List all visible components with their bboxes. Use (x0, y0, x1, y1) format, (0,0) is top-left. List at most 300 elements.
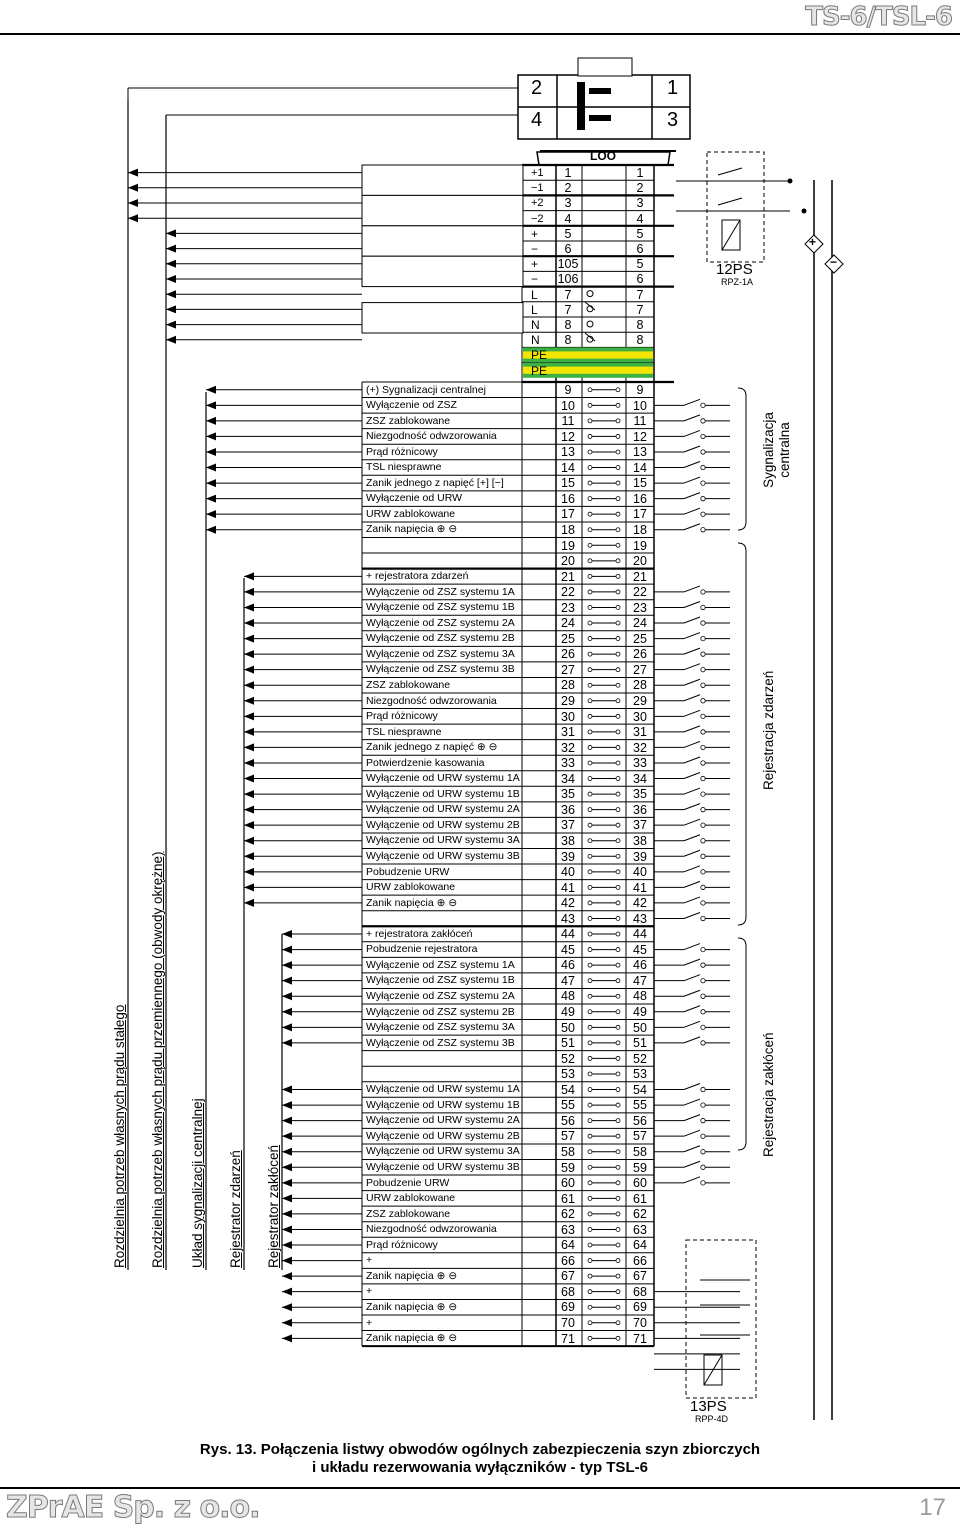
feed-arrow (244, 883, 254, 891)
terminal-number-right: 26 (633, 647, 647, 662)
relay-contact (718, 198, 742, 205)
feed-arrow (206, 510, 216, 518)
right-label-events: Rejestracja zdarzeń (761, 670, 776, 790)
contact-terminal (701, 807, 705, 811)
terminal-link-pin (588, 1088, 592, 1092)
contact-terminal (701, 714, 705, 718)
terminal-link-pin (588, 1196, 592, 1200)
terminal-link-pin (616, 668, 620, 672)
terminal-link-pin (616, 497, 620, 501)
terminal-number-right: 7 (636, 302, 644, 317)
terminal-link-pin (588, 1259, 592, 1263)
terminal-link-pin (616, 403, 620, 407)
terminal-number-right: 66 (633, 1253, 647, 1268)
contact-terminal (701, 870, 705, 874)
terminal-number-right: 5 (636, 257, 644, 272)
terminal-number-left: 23 (561, 600, 575, 615)
terminal-link-pin (616, 761, 620, 765)
terminal-link-pin (588, 1336, 592, 1340)
terminal-number-left: 69 (561, 1300, 575, 1315)
group-brace (738, 388, 746, 530)
terminal-link-pin (616, 637, 620, 641)
contact-blade (684, 477, 700, 483)
terminal-link-pin (616, 683, 620, 687)
terminal-link-pin (616, 730, 620, 734)
terminal-number-right: 21 (633, 569, 647, 584)
terminal-description: Pobudzenie URW (366, 1176, 450, 1189)
feed-arrow (244, 743, 254, 751)
feed-arrow (244, 603, 254, 611)
power-description-box (362, 226, 523, 256)
contact-blade (684, 1115, 700, 1121)
contact-terminal (701, 403, 705, 407)
terminal-number-left: 38 (561, 833, 575, 848)
terminal-description: Pobudzenie URW (366, 865, 450, 878)
group-brace (738, 543, 746, 925)
terminal-link-pin (588, 854, 592, 858)
terminal-description: Prąd różnicowy (366, 710, 438, 723)
terminal-link-pin (616, 1072, 620, 1076)
terminal-number-left: 15 (561, 476, 575, 491)
feed-arrow (244, 666, 254, 674)
feed-arrow (206, 479, 216, 487)
terminal-link-pin (616, 1025, 620, 1029)
contact-terminal (701, 699, 705, 703)
terminal-link-pin (616, 1103, 620, 1107)
feed-arrow (166, 275, 176, 283)
terminal-number-right: 14 (633, 460, 647, 475)
terminal-link-pin (616, 605, 620, 609)
terminal-number-left: 1 (564, 166, 572, 180)
terminal-link-pin (616, 434, 620, 438)
terminal-number-left: 33 (561, 756, 575, 771)
terminal-number-right: 29 (633, 694, 647, 708)
terminal-number-right: 34 (633, 771, 647, 786)
contact-blade (684, 648, 700, 654)
terminal-description: URW zablokowane (366, 1192, 456, 1205)
caption-line-2: i układu rezerwowania wyłączników - typ TSL-6 (312, 1459, 648, 1476)
terminal-number-left: 70 (561, 1316, 575, 1330)
terminal-number-left: 34 (561, 771, 575, 786)
left-bus-label: Rozdzielnia potrzeb własnych prądu przemiennego (obwody okrężne) (150, 851, 165, 1268)
terminal-description: Niezgodność odwzorowania (366, 1223, 497, 1236)
terminal-number-left: 52 (561, 1051, 575, 1066)
header-title: TS-6/TSL-6 (805, 2, 952, 32)
terminal-number-right: 24 (633, 616, 647, 631)
terminal-link-pin (616, 621, 620, 625)
terminal-link-pin (588, 1305, 592, 1309)
terminal-signal: − (531, 242, 539, 256)
terminal-description: Zanik jednego z napięć ⊕ ⊖ (366, 741, 498, 754)
terminal-link-pin (588, 901, 592, 905)
terminal-number-right: 15 (633, 476, 647, 491)
terminal-number-left: 61 (561, 1191, 575, 1206)
contact-blade (684, 944, 700, 950)
terminal-number-left: 106 (557, 272, 579, 287)
terminal-number-right: 37 (633, 818, 647, 833)
feed-arrow (282, 1272, 292, 1280)
feed-arrow (282, 1241, 292, 1249)
contact-terminal (701, 465, 705, 469)
terminal-description: Wyłączenie od ZSZ systemu 3A (366, 1021, 515, 1034)
feed-arrow (282, 1039, 292, 1047)
contact-terminal (701, 947, 705, 951)
contact-blade (684, 462, 700, 468)
contact-blade (684, 430, 700, 436)
terminal-number-right: 45 (633, 942, 647, 957)
feed-arrow (244, 759, 254, 767)
feed-arrow (244, 821, 254, 829)
contact-blade (684, 508, 700, 514)
terminal-number-right: 67 (633, 1269, 647, 1284)
contact-terminal (701, 1181, 705, 1185)
terminal-link-pin (588, 777, 592, 781)
terminal-link-pin (616, 419, 620, 423)
terminal-link-pin (588, 1181, 592, 1185)
terminal-number-right: 33 (633, 756, 647, 771)
terminal-number-left: 7 (564, 302, 572, 317)
terminal-number-left: 26 (561, 647, 575, 662)
terminal-link-pin (616, 979, 620, 983)
terminal-link-pin (616, 792, 620, 796)
contact-blade (684, 633, 700, 639)
terminal-number-right: 43 (633, 911, 647, 926)
contact-terminal (701, 823, 705, 827)
terminal-description: Wyłączenie od ZSZ systemu 1A (366, 958, 515, 971)
terminal-link-pin (616, 1134, 620, 1138)
terminal-link-pin (616, 854, 620, 858)
contact-terminal (701, 776, 705, 780)
feed-arrow (282, 1334, 292, 1342)
terminal-link-pin (588, 450, 592, 454)
feed-arrow (244, 899, 254, 907)
terminal-number-left: 9 (564, 383, 572, 397)
terminal-link-pin (616, 1010, 620, 1014)
terminal-number-right: 20 (633, 554, 647, 569)
left-bus-label: Rejestrator zakłóceń (266, 1144, 281, 1268)
contact-blade (684, 524, 700, 530)
terminal-link-pin (588, 652, 592, 656)
terminal-link-pin (616, 1196, 620, 1200)
terminal-number-right: 1 (636, 166, 644, 180)
terminal-description: Zanik napięcia ⊕ ⊖ (366, 896, 458, 909)
contact-blade (684, 664, 700, 670)
terminal-number-right: 47 (633, 973, 647, 988)
feed-arrow (206, 448, 216, 456)
terminal-link-pin (616, 1336, 620, 1340)
contact-terminal (701, 605, 705, 609)
feed-arrow (244, 588, 254, 596)
terminal-number-right: 58 (633, 1144, 647, 1159)
terminal-link-pin (616, 808, 620, 812)
junction-dot (802, 209, 807, 214)
contact-terminal (701, 994, 705, 998)
feed-arrow (206, 495, 216, 503)
feed-arrow (206, 464, 216, 472)
feed-arrow (206, 386, 216, 394)
terminal-number-left: 43 (561, 911, 575, 926)
terminal-link-pin (616, 481, 620, 485)
terminal-link-pin (588, 466, 592, 470)
terminal-link-pin (588, 637, 592, 641)
terminal-number-left: 25 (561, 631, 575, 646)
contact-blade (684, 679, 700, 685)
terminal-number-left: 41 (561, 880, 575, 895)
terminal-number-right: 25 (633, 631, 647, 646)
connector-cell-number: 2 (531, 77, 543, 99)
terminal-number-right: 56 (633, 1113, 647, 1128)
contact-terminal (701, 481, 705, 485)
terminal-number-right: 59 (633, 1160, 647, 1175)
terminal-number-right: 44 (633, 927, 647, 942)
feed-arrow (166, 229, 176, 237)
contact-terminal (701, 590, 705, 594)
terminal-number-right: 32 (633, 740, 647, 755)
contact-terminal (701, 450, 705, 454)
terminal-number-right: 17 (633, 507, 647, 522)
terminal-link-pin (588, 559, 592, 563)
terminal-link-pin (588, 1227, 592, 1231)
left-bus-label: Rejestrator zdarzeń (228, 1150, 243, 1268)
contact-terminal (701, 854, 705, 858)
terminal-signal: L (531, 287, 538, 302)
contact-blade (684, 1099, 700, 1105)
right-label-signal-line2: centralna (777, 422, 792, 478)
terminal-number-right: 3 (636, 196, 644, 211)
contact-terminal (701, 745, 705, 749)
terminal-number-right: 31 (633, 725, 647, 740)
terminal-number-right: 5 (636, 226, 644, 241)
feed-arrow (128, 184, 138, 192)
contact-terminal (701, 761, 705, 765)
feed-arrow (282, 992, 292, 1000)
contact-terminal (701, 901, 705, 905)
terminal-link-pin (616, 714, 620, 718)
left-bus-label: Układ sygnalizacji centralnej (190, 1098, 205, 1268)
contact-terminal (701, 434, 705, 438)
junction-dot (788, 179, 793, 184)
contact-terminal (701, 1134, 705, 1138)
feed-arrow (282, 1288, 292, 1296)
terminal-number-right: 23 (633, 600, 647, 615)
terminal-link-pin (588, 434, 592, 438)
feed-arrow (206, 401, 216, 409)
terminal-number-left: 51 (561, 1036, 575, 1051)
terminal-number-right: 48 (633, 989, 647, 1004)
power-description-box (362, 195, 523, 225)
contact-blade (684, 586, 700, 592)
terminal-link-pin (588, 823, 592, 827)
terminal-number-left: 20 (561, 554, 575, 569)
terminal-number-right: 69 (633, 1300, 647, 1315)
terminal-description: Pobudzenie rejestratora (366, 943, 478, 956)
feed-arrow (244, 650, 254, 658)
contact-blade (684, 757, 700, 763)
terminal-link-pin (588, 388, 592, 392)
terminal-link-pin (616, 823, 620, 827)
terminal-number-left: 37 (561, 818, 575, 833)
terminal-number-right: 53 (633, 1067, 647, 1082)
terminal-number-left: 27 (561, 662, 575, 677)
contact-terminal (701, 963, 705, 967)
terminal-number-right: 10 (633, 398, 647, 413)
contact-blade (684, 601, 700, 607)
feed-arrow (244, 837, 254, 845)
terminal-signal: −2 (531, 212, 544, 225)
contact-terminal (701, 1087, 705, 1091)
contact-blade (684, 912, 700, 918)
relay-13ps-type: RPP-4D (695, 1414, 729, 1424)
terminal-description: + (366, 1285, 373, 1298)
terminal-link-pin (588, 512, 592, 516)
contact-blade (684, 1006, 700, 1012)
terminal-link-pin (588, 1134, 592, 1138)
terminal-link-pin (616, 1150, 620, 1154)
right-label-faults: Rejestracja zakłóceń (761, 1032, 776, 1157)
terminal-link-pin (616, 1274, 620, 1278)
terminal-number-left: 55 (561, 1098, 575, 1113)
terminal-description: Wyłączenie od URW systemu 2A (366, 1114, 520, 1127)
terminal-description: URW zablokowane (366, 881, 456, 894)
feed-arrow (244, 619, 254, 627)
contact-blade (684, 1084, 700, 1090)
terminal-description: Wyłączenie od URW (366, 492, 462, 505)
terminal-description: Wyłączenie od URW systemu 3B (366, 850, 520, 862)
feed-arrow (244, 712, 254, 720)
contact-blade (684, 617, 700, 623)
right-label-signal (761, 380, 793, 520)
terminal-number-left: 39 (561, 849, 575, 864)
terminal-number-right: 27 (633, 662, 647, 677)
terminal-link-pin (588, 885, 592, 889)
terminal-link-pin (588, 419, 592, 423)
terminal-link-pin (588, 761, 592, 765)
terminal-number-left: 68 (561, 1284, 575, 1299)
contact-blade (684, 804, 700, 810)
feed-arrow (244, 806, 254, 814)
terminal-link-pin (588, 699, 592, 703)
contact-terminal (701, 683, 705, 687)
feed-arrow (282, 1132, 292, 1140)
terminal-signal: +2 (531, 197, 544, 210)
terminal-link-pin (616, 512, 620, 516)
terminal-number-right: 6 (636, 242, 644, 256)
terminal-description: Wyłączenie od ZSZ systemu 3B (366, 663, 515, 676)
test-jumper-contact (587, 321, 593, 327)
terminal-description: Potwierdzenie kasowania (366, 756, 485, 769)
feed-arrow (128, 214, 138, 222)
contact-blade (684, 835, 700, 841)
contact-terminal (701, 1010, 705, 1014)
contact-blade (684, 1037, 700, 1043)
terminal-number-right: 60 (633, 1176, 647, 1191)
terminal-description: ZSZ zablokowane (366, 678, 451, 691)
terminal-link-pin (616, 994, 620, 998)
terminal-number-left: 40 (561, 865, 575, 880)
terminal-link-pin (588, 528, 592, 532)
terminal-number-right: 41 (633, 880, 647, 895)
terminal-number-right: 50 (633, 1020, 647, 1035)
terminal-link-pin (616, 652, 620, 656)
feed-arrow (166, 290, 176, 298)
terminal-link-pin (616, 932, 620, 936)
contact-terminal (701, 792, 705, 796)
terminal-description: URW zablokowane (366, 507, 456, 520)
terminal-link-pin (588, 714, 592, 718)
terminal-number-left: 45 (561, 942, 575, 957)
terminal-description: Zanik napięcia ⊕ ⊖ (366, 1269, 458, 1282)
contact-terminal (701, 978, 705, 982)
terminal-number-right: 19 (633, 538, 647, 553)
terminal-number-right: 6 (636, 272, 644, 287)
contact-terminal (701, 730, 705, 734)
terminal-description: Prąd różnicowy (366, 445, 438, 458)
terminal-link-pin (616, 1181, 620, 1185)
terminal-link-pin (616, 1119, 620, 1123)
feed-arrow (282, 1225, 292, 1233)
terminal-link-pin (588, 979, 592, 983)
left-bus-label: Rozdzielnia potrzeb własnych prądu stałego (112, 1004, 127, 1268)
terminal-number-right: 55 (633, 1098, 647, 1113)
contact-terminal (701, 667, 705, 671)
terminal-link-pin (616, 466, 620, 470)
terminal-description: ZSZ zablokowane (366, 414, 451, 427)
feed-arrow (244, 775, 254, 783)
terminal-number-left: 53 (561, 1067, 575, 1082)
terminal-link-pin (588, 1274, 592, 1278)
terminal-link-pin (588, 1165, 592, 1169)
terminal-link-pin (588, 948, 592, 952)
contact-terminal (701, 1165, 705, 1169)
terminal-link-pin (616, 699, 620, 703)
terminal-number-left: 2 (564, 181, 572, 196)
terminal-number-right: 42 (633, 896, 647, 911)
terminal-link-pin (616, 590, 620, 594)
terminal-number-right: 9 (636, 383, 644, 397)
contact-blade (684, 1021, 700, 1027)
terminal-number-left: 13 (561, 445, 575, 460)
terminal-number-right: 68 (633, 1284, 647, 1299)
relay-contact (718, 168, 742, 175)
terminal-number-right: 4 (636, 211, 644, 226)
terminal-number-left: 60 (561, 1176, 575, 1191)
terminal-link-pin (588, 730, 592, 734)
terminal-link-pin (588, 1321, 592, 1325)
feed-arrow (282, 946, 292, 954)
terminal-link-pin (616, 885, 620, 889)
terminal-link-pin (588, 481, 592, 485)
power-description-box (362, 256, 523, 286)
terminal-description: Zanik napięcia ⊕ ⊖ (366, 1332, 458, 1345)
contact-terminal (701, 885, 705, 889)
terminal-number-right: 13 (633, 445, 647, 460)
contact-terminal (701, 1118, 705, 1122)
feed-arrow (282, 1086, 292, 1094)
contact-blade (684, 819, 700, 825)
terminal-number-left: 57 (561, 1129, 575, 1144)
page-number: 17 (919, 1494, 946, 1521)
contact-blade (684, 881, 700, 887)
connector-cell-number: 4 (531, 109, 543, 131)
terminal-link-pin (616, 543, 620, 547)
terminal-link-pin (616, 1290, 620, 1294)
terminal-description: Wyłączenie od URW systemu 3A (366, 1145, 520, 1158)
terminal-number-right: 18 (633, 522, 647, 537)
terminal-number-right: 70 (633, 1316, 647, 1330)
terminal-link-pin (616, 870, 620, 874)
terminal-description: Wyłączenie od ZSZ systemu 2B (366, 632, 515, 645)
terminal-link-pin (588, 1072, 592, 1076)
